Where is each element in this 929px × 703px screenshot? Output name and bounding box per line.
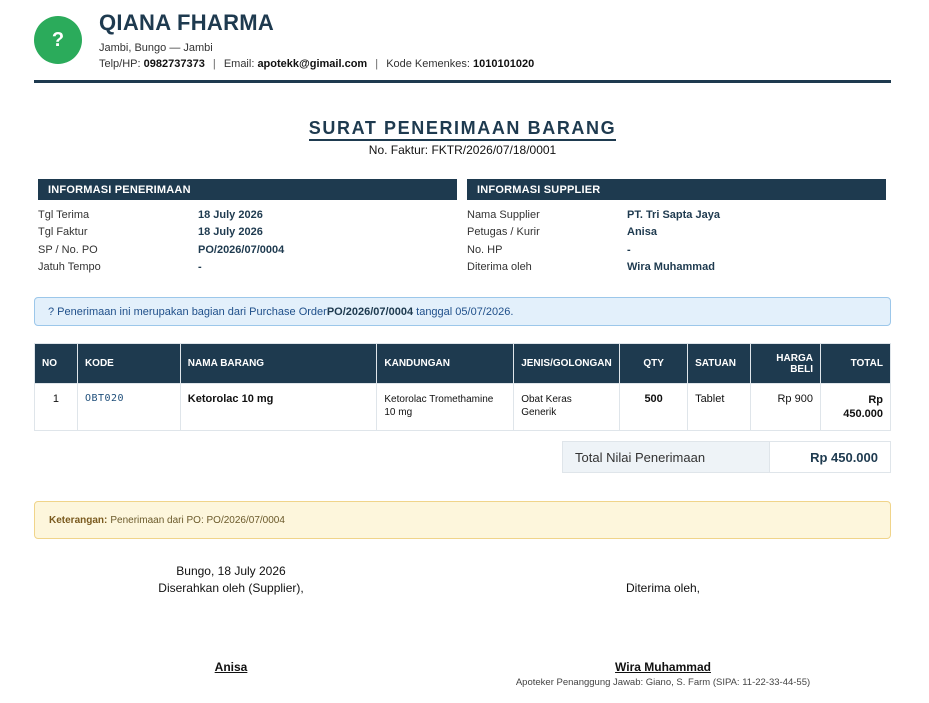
- cell-kandungan: [377, 384, 514, 431]
- table-header-row: [35, 344, 891, 384]
- table-row: [35, 384, 891, 431]
- left-signature-name: Anisa: [214, 660, 248, 674]
- cell-kandungan-line2: 10 mg: [384, 407, 413, 418]
- info-label: Nama Supplier: [467, 208, 540, 221]
- info-label: No. HP: [467, 243, 503, 256]
- right-signature-subtitle: Apoteker Penanggung Jawab: Giano, S. Farm (SIPA: 11-22-33-44-55): [515, 677, 811, 688]
- info-value: Wira Muhammad: [627, 261, 715, 274]
- cell-total-line1: Rp: [868, 394, 883, 406]
- cell-satuan: Tablet: [688, 384, 751, 431]
- cell-total: [820, 384, 890, 431]
- phone-value: 0982737373: [143, 58, 205, 70]
- cell-harga: Rp 900: [751, 384, 821, 431]
- notice-suffix: tanggal 05/07/2026.: [416, 305, 514, 318]
- receipt-info-section: [38, 206, 457, 276]
- info-value: PT. Tri Sapta Jaya: [627, 208, 720, 221]
- header-divider: [34, 80, 891, 83]
- info-value: Anisa: [627, 226, 657, 239]
- logo-glyph: ?: [51, 28, 65, 51]
- col-harga-line1: HARGA: [776, 352, 813, 364]
- kemenkes-label: Kode Kemenkes:: [386, 58, 470, 70]
- info-row-no-hp: [467, 241, 886, 259]
- info-label: Diterima oleh: [467, 261, 532, 274]
- info-row-diterima: [467, 259, 886, 277]
- cell-total-line2: 450.000: [843, 408, 883, 420]
- company-contact: [99, 58, 534, 70]
- info-label: Tgl Faktur: [38, 226, 88, 239]
- total-summary: [562, 441, 891, 473]
- col-kode: KODE: [77, 344, 180, 384]
- company-logo: [34, 16, 82, 64]
- info-value: -: [627, 243, 631, 256]
- document-title: [0, 118, 925, 139]
- info-value: -: [198, 261, 202, 274]
- info-row-petugas: [467, 224, 886, 242]
- info-row-jatuh-tempo: [38, 259, 457, 277]
- company-name: QIANA FHARMA: [99, 10, 275, 35]
- col-satuan: SATUAN: [688, 344, 751, 384]
- separator: |: [375, 58, 379, 70]
- phone-label: Telp/HP:: [99, 58, 141, 70]
- place-date: Bungo, 18 July 2026: [176, 564, 286, 578]
- col-nama-barang: NAMA BARANG: [180, 344, 377, 384]
- po-notice: [34, 297, 891, 326]
- faktur-number: No. Faktur: FKTR/2026/07/18/0001: [368, 143, 557, 157]
- items-table: [34, 343, 891, 431]
- separator: |: [212, 58, 216, 70]
- col-no: NO: [35, 344, 78, 384]
- right-signature-name: Wira Muhammad: [615, 660, 711, 674]
- supplier-info-heading: INFORMASI SUPPLIER: [467, 179, 886, 200]
- cell-no: 1: [35, 384, 78, 431]
- email-value: apotekk@gimail.com: [257, 58, 368, 70]
- info-label: Petugas / Kurir: [467, 226, 540, 239]
- left-signature-caption: Diserahkan oleh (Supplier),: [158, 581, 304, 595]
- total-label: Total Nilai Penerimaan: [563, 442, 770, 472]
- info-label: Jatuh Tempo: [38, 261, 101, 274]
- kemenkes-value: 1010101020: [473, 58, 535, 70]
- email-label: Email:: [223, 58, 255, 70]
- info-label: SP / No. PO: [38, 243, 98, 256]
- cell-kandungan-line1: Ketorolac Tromethamine: [384, 394, 494, 405]
- info-row-po: [38, 241, 457, 259]
- document-title-text: SURAT PENERIMAAN BARANG: [309, 118, 616, 141]
- col-total: TOTAL: [820, 344, 890, 384]
- notice-prefix: ? Penerimaan ini merupakan bagian dari Purchase Order: [48, 305, 327, 318]
- supplier-info-section: [467, 206, 886, 276]
- remark-text: Penerimaan dari PO: PO/2026/07/0004: [110, 514, 285, 526]
- cell-jenis: [514, 384, 620, 431]
- info-row-supplier: [467, 206, 886, 224]
- col-harga-beli: [751, 344, 821, 384]
- company-address: Jambi, Bungo — Jambi: [99, 42, 213, 54]
- cell-qty: 500: [620, 384, 688, 431]
- info-row-tgl-faktur: [38, 224, 457, 242]
- info-row-tgl-terima: [38, 206, 457, 224]
- col-jenis-golongan: JENIS/GOLONGAN: [514, 344, 620, 384]
- info-value: 18 July 2026: [198, 208, 263, 221]
- info-label: Tgl Terima: [38, 208, 90, 221]
- cell-jenis-line2: Generik: [521, 407, 557, 418]
- cell-jenis-line1: Obat Keras: [521, 394, 572, 405]
- info-value: 18 July 2026: [198, 226, 263, 239]
- right-signature-caption: Diterima oleh,: [625, 581, 701, 595]
- notice-po-link: PO/2026/07/0004: [326, 305, 414, 318]
- col-qty: QTY: [620, 344, 688, 384]
- remark-label: Keterangan:: [49, 514, 108, 526]
- col-kandungan: KANDUNGAN: [377, 344, 514, 384]
- remark-box: [34, 501, 891, 539]
- total-value: Rp 450.000: [810, 449, 878, 465]
- cell-kode: OBT020: [77, 384, 180, 431]
- receipt-info-heading: INFORMASI PENERIMAAN: [38, 179, 457, 200]
- cell-nama-barang: Ketorolac 10 mg: [180, 384, 377, 431]
- col-harga-line2: BELI: [790, 363, 813, 375]
- info-value: PO/2026/07/0004: [198, 243, 285, 256]
